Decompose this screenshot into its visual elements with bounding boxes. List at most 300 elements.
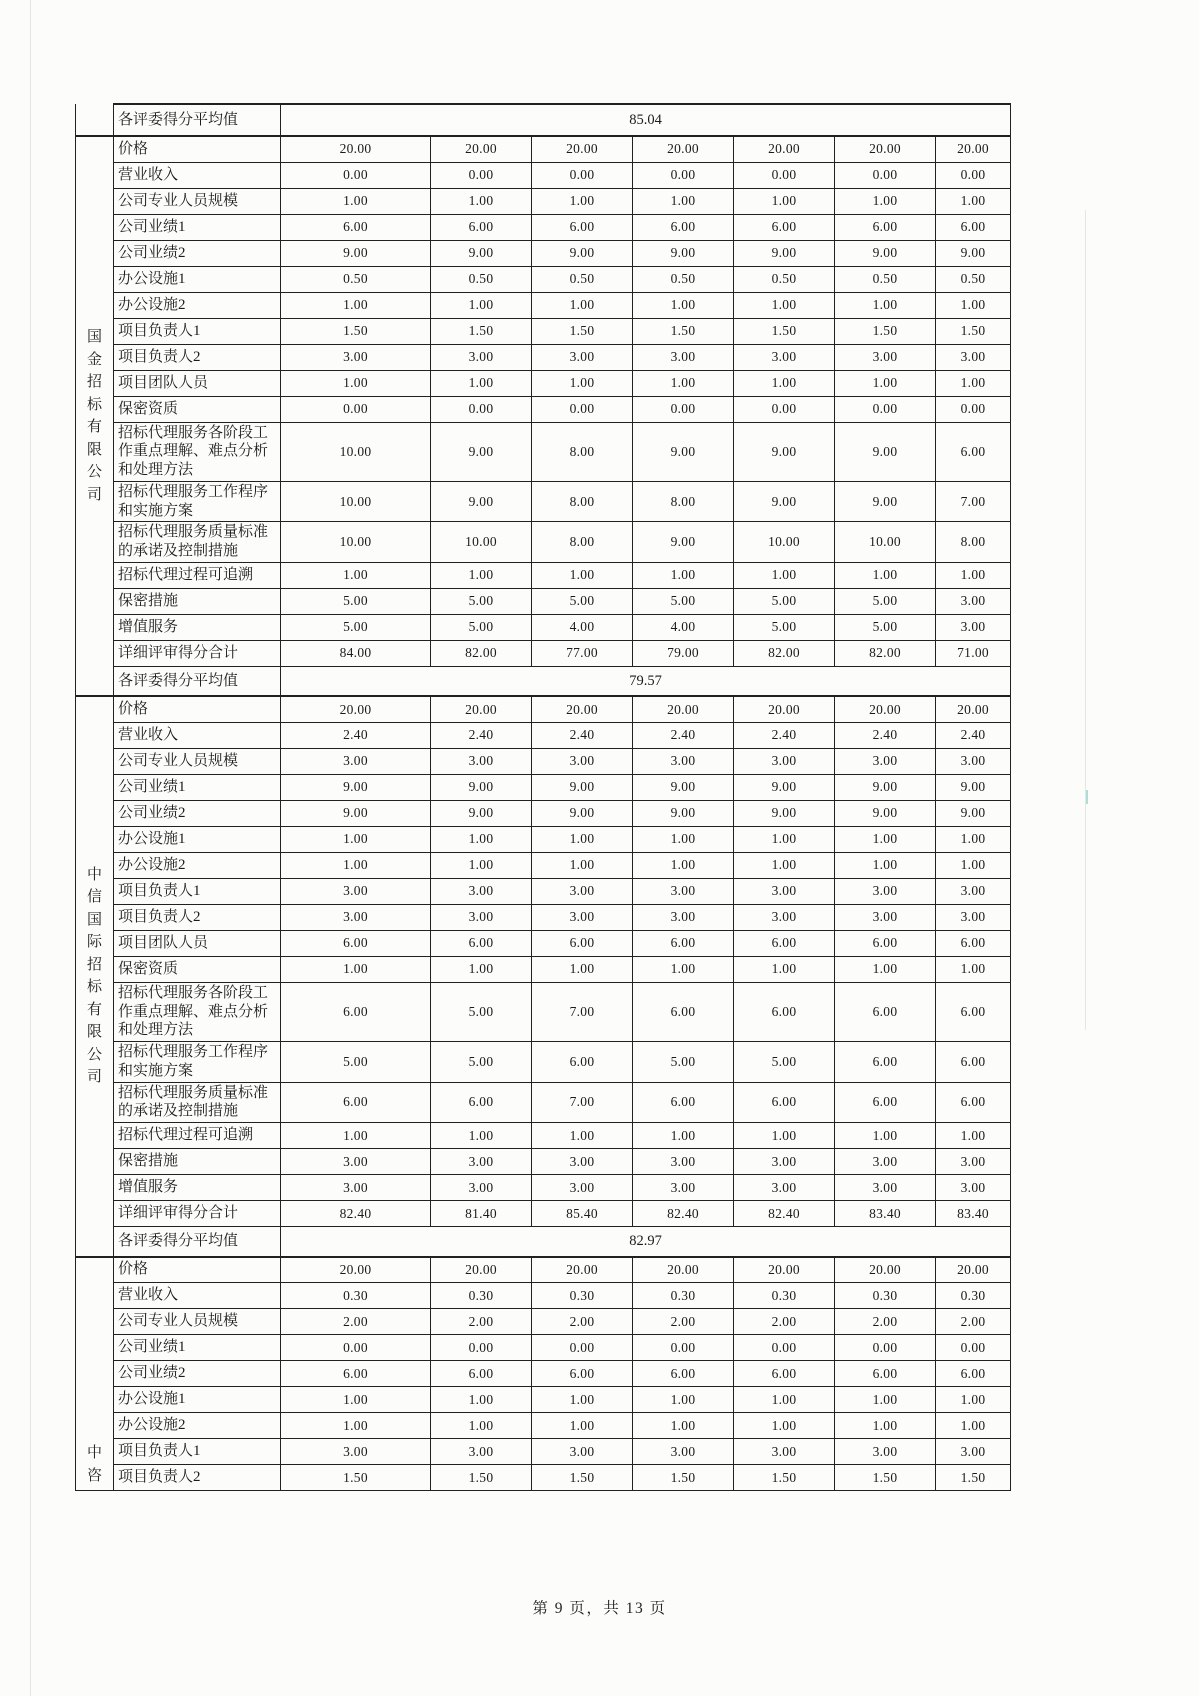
score-cell: 1.00 (936, 956, 1011, 982)
score-cell: 0.50 (734, 266, 835, 292)
table-row (76, 826, 1011, 852)
criterion-label: 公司专业人员规模 (114, 748, 281, 774)
table-row (76, 292, 1011, 318)
score-cell: 5.00 (431, 982, 532, 1041)
score-cell: 6.00 (532, 1042, 633, 1083)
score-cell: 82.40 (734, 1201, 835, 1227)
score-cell: 1.00 (633, 1413, 734, 1439)
score-cell: 1.50 (532, 318, 633, 344)
score-cell: 9.00 (281, 774, 431, 800)
score-cell: 1.50 (431, 318, 532, 344)
score-cell: 6.00 (835, 930, 936, 956)
criterion-label: 办公设施1 (114, 266, 281, 292)
score-cell: 9.00 (532, 800, 633, 826)
score-cell: 0.30 (633, 1283, 734, 1309)
score-cell: 6.00 (734, 930, 835, 956)
score-cell: 6.00 (281, 214, 431, 240)
score-cell: 1.00 (835, 1387, 936, 1413)
criterion-label: 项目负责人1 (114, 318, 281, 344)
score-cell: 1.50 (633, 1465, 734, 1491)
criterion-label: 项目负责人2 (114, 1465, 281, 1491)
score-cell: 1.00 (633, 188, 734, 214)
score-cell: 20.00 (734, 1257, 835, 1283)
score-cell: 6.00 (936, 1361, 1011, 1387)
score-cell: 9.00 (431, 800, 532, 826)
criterion-label: 保密资质 (114, 396, 281, 422)
table-row (76, 722, 1011, 748)
score-cell: 4.00 (532, 614, 633, 640)
score-cell: 20.00 (835, 696, 936, 722)
score-cell: 9.00 (734, 800, 835, 826)
page-footer: 第 9 页，共 13 页 (532, 1600, 667, 1617)
score-cell: 6.00 (281, 1361, 431, 1387)
score-cell: 82.00 (734, 640, 835, 666)
criterion-label: 项目负责人1 (114, 878, 281, 904)
score-cell: 1.50 (835, 318, 936, 344)
criterion-label: 办公设施2 (114, 852, 281, 878)
score-cell: 1.00 (431, 562, 532, 588)
criterion-label: 公司业绩1 (114, 1335, 281, 1361)
criterion-label: 详细评审得分合计 (114, 640, 281, 666)
score-cell: 1.00 (281, 826, 431, 852)
score-cell: 1.00 (281, 292, 431, 318)
score-cell: 0.30 (936, 1283, 1011, 1309)
evaluation-table-body (76, 104, 1011, 1491)
score-cell: 3.00 (281, 1175, 431, 1201)
score-cell: 9.00 (431, 240, 532, 266)
score-cell: 0.00 (532, 1335, 633, 1361)
score-cell: 3.00 (936, 904, 1011, 930)
score-cell: 3.00 (633, 904, 734, 930)
score-cell: 20.00 (936, 696, 1011, 722)
score-cell: 3.00 (532, 748, 633, 774)
score-cell: 1.00 (633, 1123, 734, 1149)
score-cell: 4.00 (633, 614, 734, 640)
score-cell: 9.00 (431, 422, 532, 481)
score-cell: 8.00 (532, 422, 633, 481)
score-cell: 6.00 (281, 930, 431, 956)
table-row (76, 396, 1011, 422)
score-cell: 6.00 (532, 930, 633, 956)
table-row (76, 522, 1011, 563)
criterion-label: 办公设施1 (114, 1387, 281, 1413)
criterion-label: 保密措施 (114, 1149, 281, 1175)
criterion-label: 公司业绩2 (114, 800, 281, 826)
score-cell: 9.00 (835, 800, 936, 826)
score-cell: 1.00 (936, 292, 1011, 318)
score-cell: 1.00 (734, 1387, 835, 1413)
score-cell: 6.00 (633, 1361, 734, 1387)
score-cell: 3.00 (936, 344, 1011, 370)
table-row (76, 1227, 1011, 1257)
score-cell: 6.00 (936, 422, 1011, 481)
score-cell: 85.40 (532, 1201, 633, 1227)
score-cell: 20.00 (835, 136, 936, 162)
table-row (76, 1465, 1011, 1491)
score-cell: 83.40 (936, 1201, 1011, 1227)
criterion-label: 保密措施 (114, 588, 281, 614)
score-cell: 0.50 (431, 266, 532, 292)
criterion-label: 公司专业人员规模 (114, 188, 281, 214)
score-cell: 3.00 (431, 1439, 532, 1465)
criterion-label: 公司业绩2 (114, 1361, 281, 1387)
score-cell: 2.40 (835, 722, 936, 748)
score-cell: 0.50 (835, 266, 936, 292)
score-cell: 1.00 (633, 292, 734, 318)
score-cell: 3.00 (431, 904, 532, 930)
criterion-label: 公司业绩1 (114, 214, 281, 240)
score-cell: 0.00 (431, 396, 532, 422)
score-cell: 2.00 (431, 1309, 532, 1335)
criterion-label: 项目负责人1 (114, 1439, 281, 1465)
average-label: 各评委得分平均值 (114, 666, 281, 696)
criterion-label: 招标代理服务质量标准的承诺及控制措施 (114, 1082, 281, 1123)
score-cell: 10.00 (734, 522, 835, 563)
score-cell: 0.00 (835, 1335, 936, 1361)
score-cell: 6.00 (633, 1082, 734, 1123)
score-cell: 1.00 (633, 370, 734, 396)
score-cell: 1.50 (835, 1465, 936, 1491)
average-label: 各评委得分平均值 (114, 104, 281, 136)
table-row (76, 136, 1011, 162)
criterion-label: 价格 (114, 696, 281, 722)
score-cell: 1.00 (734, 852, 835, 878)
score-cell: 9.00 (734, 240, 835, 266)
score-cell: 5.00 (835, 588, 936, 614)
criterion-label: 项目团队人员 (114, 370, 281, 396)
score-cell: 10.00 (431, 522, 532, 563)
score-cell: 3.00 (835, 1149, 936, 1175)
score-cell: 0.00 (281, 162, 431, 188)
table-row (76, 1042, 1011, 1083)
score-cell: 9.00 (734, 422, 835, 481)
score-cell: 9.00 (532, 774, 633, 800)
score-cell: 5.00 (835, 614, 936, 640)
score-cell: 2.00 (532, 1309, 633, 1335)
score-cell: 9.00 (633, 422, 734, 481)
score-cell: 1.00 (431, 956, 532, 982)
table-row (76, 344, 1011, 370)
score-cell: 2.40 (936, 722, 1011, 748)
score-cell: 10.00 (281, 422, 431, 481)
score-cell: 6.00 (835, 1082, 936, 1123)
score-cell: 3.00 (734, 904, 835, 930)
score-cell: 1.50 (431, 1465, 532, 1491)
table-row (76, 1361, 1011, 1387)
score-cell: 5.00 (633, 1042, 734, 1083)
score-cell: 1.00 (281, 956, 431, 982)
score-cell: 6.00 (936, 1042, 1011, 1083)
table-row (76, 878, 1011, 904)
score-cell: 8.00 (633, 481, 734, 522)
score-cell: 2.40 (532, 722, 633, 748)
score-cell: 20.00 (633, 136, 734, 162)
table-row (76, 852, 1011, 878)
score-cell: 20.00 (431, 696, 532, 722)
criterion-label: 招标代理服务质量标准的承诺及控制措施 (114, 522, 281, 563)
score-cell: 6.00 (431, 214, 532, 240)
table-row (76, 214, 1011, 240)
table-row (76, 774, 1011, 800)
criterion-label: 公司业绩2 (114, 240, 281, 266)
score-cell: 20.00 (532, 136, 633, 162)
score-cell: 6.00 (431, 1082, 532, 1123)
score-cell: 5.00 (281, 588, 431, 614)
criterion-label: 项目团队人员 (114, 930, 281, 956)
score-cell: 0.00 (532, 396, 633, 422)
score-cell: 8.00 (532, 522, 633, 563)
score-cell: 1.50 (281, 1465, 431, 1491)
criterion-label: 招标代理服务工作程序和实施方案 (114, 481, 281, 522)
score-cell: 1.00 (633, 562, 734, 588)
evaluation-table (75, 103, 1011, 1491)
score-cell: 1.00 (532, 826, 633, 852)
score-cell: 3.00 (936, 1439, 1011, 1465)
score-cell: 0.50 (532, 266, 633, 292)
score-cell: 3.00 (281, 1439, 431, 1465)
score-cell: 1.00 (936, 1123, 1011, 1149)
score-cell: 9.00 (835, 774, 936, 800)
score-cell: 1.00 (936, 562, 1011, 588)
score-cell: 1.00 (633, 1387, 734, 1413)
score-cell: 1.00 (835, 562, 936, 588)
score-cell: 1.50 (532, 1465, 633, 1491)
table-row (76, 318, 1011, 344)
score-cell: 0.00 (936, 396, 1011, 422)
score-cell: 1.00 (281, 188, 431, 214)
table-row (76, 370, 1011, 396)
score-cell: 9.00 (734, 481, 835, 522)
score-cell: 1.00 (936, 188, 1011, 214)
score-cell: 6.00 (734, 1361, 835, 1387)
score-cell: 1.50 (281, 318, 431, 344)
score-cell: 83.40 (835, 1201, 936, 1227)
score-cell: 1.00 (936, 826, 1011, 852)
score-cell: 20.00 (734, 136, 835, 162)
score-cell: 20.00 (936, 1257, 1011, 1283)
score-cell: 6.00 (936, 930, 1011, 956)
score-cell: 5.00 (532, 588, 633, 614)
table-row (76, 1439, 1011, 1465)
score-cell: 9.00 (633, 522, 734, 563)
score-cell: 7.00 (936, 481, 1011, 522)
score-cell: 3.00 (431, 1149, 532, 1175)
score-cell: 0.00 (633, 396, 734, 422)
score-cell: 3.00 (835, 878, 936, 904)
score-cell: 20.00 (431, 136, 532, 162)
table-row (76, 1387, 1011, 1413)
table-row (76, 240, 1011, 266)
score-cell: 1.00 (431, 826, 532, 852)
company-label: 国金招标有限公司 (76, 136, 114, 696)
score-cell: 1.00 (633, 956, 734, 982)
average-value: 79.57 (281, 666, 1011, 696)
score-cell: 1.50 (734, 1465, 835, 1491)
score-cell: 20.00 (281, 1257, 431, 1283)
score-cell: 3.00 (734, 748, 835, 774)
score-cell: 79.00 (633, 640, 734, 666)
score-cell: 1.00 (835, 292, 936, 318)
score-cell: 1.00 (281, 1387, 431, 1413)
score-cell: 0.30 (431, 1283, 532, 1309)
score-cell: 9.00 (281, 800, 431, 826)
score-cell: 20.00 (532, 1257, 633, 1283)
score-cell: 1.00 (734, 1123, 835, 1149)
score-cell: 20.00 (281, 136, 431, 162)
score-cell: 0.00 (835, 396, 936, 422)
score-cell: 1.00 (633, 852, 734, 878)
score-cell: 5.00 (281, 614, 431, 640)
score-cell: 6.00 (835, 1361, 936, 1387)
criterion-label: 办公设施2 (114, 292, 281, 318)
table-row (76, 1201, 1011, 1227)
score-cell: 1.00 (936, 1387, 1011, 1413)
criterion-label: 招标代理服务各阶段工作重点理解、难点分析和处理方法 (114, 422, 281, 481)
score-cell: 3.00 (532, 878, 633, 904)
score-cell: 3.00 (835, 344, 936, 370)
score-cell: 20.00 (281, 696, 431, 722)
score-cell: 0.00 (633, 162, 734, 188)
criterion-label: 公司专业人员规模 (114, 1309, 281, 1335)
score-cell: 6.00 (532, 1361, 633, 1387)
table-row (76, 956, 1011, 982)
score-cell: 5.00 (734, 588, 835, 614)
score-cell: 6.00 (936, 1082, 1011, 1123)
score-cell: 1.00 (936, 370, 1011, 396)
score-cell: 3.00 (936, 1175, 1011, 1201)
table-row (76, 614, 1011, 640)
score-cell: 3.00 (431, 344, 532, 370)
score-cell: 0.50 (936, 266, 1011, 292)
score-cell: 0.00 (936, 1335, 1011, 1361)
scan-teal-mark (1086, 790, 1088, 804)
score-cell: 3.00 (281, 748, 431, 774)
average-value: 82.97 (281, 1227, 1011, 1257)
score-cell: 1.00 (532, 562, 633, 588)
score-cell: 2.40 (633, 722, 734, 748)
score-cell: 3.00 (936, 614, 1011, 640)
scan-streak-line (1085, 210, 1086, 1030)
score-cell: 71.00 (936, 640, 1011, 666)
score-cell: 1.00 (532, 852, 633, 878)
criterion-label: 办公设施1 (114, 826, 281, 852)
score-cell: 3.00 (633, 1149, 734, 1175)
score-cell: 1.00 (431, 292, 532, 318)
score-cell: 5.00 (734, 1042, 835, 1083)
table-row (76, 1123, 1011, 1149)
score-cell: 3.00 (532, 1175, 633, 1201)
table-row (76, 666, 1011, 696)
score-cell: 5.00 (431, 1042, 532, 1083)
score-cell: 1.00 (734, 292, 835, 318)
score-cell: 5.00 (431, 614, 532, 640)
score-cell: 3.00 (633, 344, 734, 370)
score-cell: 1.00 (281, 852, 431, 878)
criterion-label: 增值服务 (114, 1175, 281, 1201)
score-cell: 1.50 (936, 1465, 1011, 1491)
score-cell: 6.00 (835, 982, 936, 1041)
score-cell: 0.00 (281, 396, 431, 422)
score-cell: 3.00 (281, 904, 431, 930)
score-cell: 3.00 (835, 748, 936, 774)
score-cell: 9.00 (532, 240, 633, 266)
average-label: 各评委得分平均值 (114, 1227, 281, 1257)
score-cell: 1.00 (532, 1123, 633, 1149)
score-cell: 1.00 (431, 370, 532, 396)
score-cell: 3.00 (734, 344, 835, 370)
score-cell: 9.00 (281, 240, 431, 266)
score-cell: 1.50 (633, 318, 734, 344)
score-cell: 3.00 (633, 878, 734, 904)
score-cell: 9.00 (734, 774, 835, 800)
table-row (76, 1283, 1011, 1309)
score-cell: 3.00 (734, 878, 835, 904)
score-cell: 0.00 (633, 1335, 734, 1361)
score-cell: 1.00 (835, 188, 936, 214)
score-cell: 3.00 (532, 344, 633, 370)
criterion-label: 营业收入 (114, 722, 281, 748)
score-cell: 6.00 (936, 982, 1011, 1041)
score-cell: 82.00 (835, 640, 936, 666)
score-cell: 1.00 (835, 1413, 936, 1439)
score-cell: 2.00 (734, 1309, 835, 1335)
score-cell: 0.00 (431, 162, 532, 188)
score-cell: 2.00 (936, 1309, 1011, 1335)
score-cell: 5.00 (734, 614, 835, 640)
criterion-label: 详细评审得分合计 (114, 1201, 281, 1227)
score-cell: 1.00 (281, 370, 431, 396)
score-cell: 9.00 (936, 800, 1011, 826)
score-cell: 6.00 (734, 982, 835, 1041)
table-row (76, 162, 1011, 188)
criterion-label: 办公设施2 (114, 1413, 281, 1439)
scan-edge-line (30, 0, 31, 1696)
score-cell: 6.00 (633, 930, 734, 956)
score-cell: 0.00 (431, 1335, 532, 1361)
score-cell: 0.00 (734, 396, 835, 422)
score-cell: 1.00 (734, 826, 835, 852)
score-cell: 3.00 (532, 1439, 633, 1465)
score-cell: 9.00 (835, 481, 936, 522)
score-cell: 1.00 (431, 852, 532, 878)
score-cell: 6.00 (532, 214, 633, 240)
company-label: 中信国际招标有限公司 (76, 696, 114, 1256)
score-cell: 77.00 (532, 640, 633, 666)
score-cell: 1.00 (835, 370, 936, 396)
score-cell: 0.30 (532, 1283, 633, 1309)
score-cell: 6.00 (633, 982, 734, 1041)
score-cell: 10.00 (835, 522, 936, 563)
score-cell: 9.00 (431, 481, 532, 522)
criterion-label: 招标代理服务各阶段工作重点理解、难点分析和处理方法 (114, 982, 281, 1041)
criterion-label: 保密资质 (114, 956, 281, 982)
score-cell: 6.00 (281, 1082, 431, 1123)
score-cell: 3.00 (532, 1149, 633, 1175)
score-cell: 20.00 (633, 696, 734, 722)
score-cell: 2.00 (281, 1309, 431, 1335)
score-cell: 20.00 (734, 696, 835, 722)
score-cell: 20.00 (431, 1257, 532, 1283)
table-row (76, 1082, 1011, 1123)
table-row (76, 982, 1011, 1041)
score-cell: 3.00 (835, 1439, 936, 1465)
table-row (76, 588, 1011, 614)
score-cell: 0.00 (532, 162, 633, 188)
score-cell: 81.40 (431, 1201, 532, 1227)
score-cell: 2.00 (835, 1309, 936, 1335)
score-cell: 2.00 (633, 1309, 734, 1335)
score-cell: 6.00 (835, 1042, 936, 1083)
